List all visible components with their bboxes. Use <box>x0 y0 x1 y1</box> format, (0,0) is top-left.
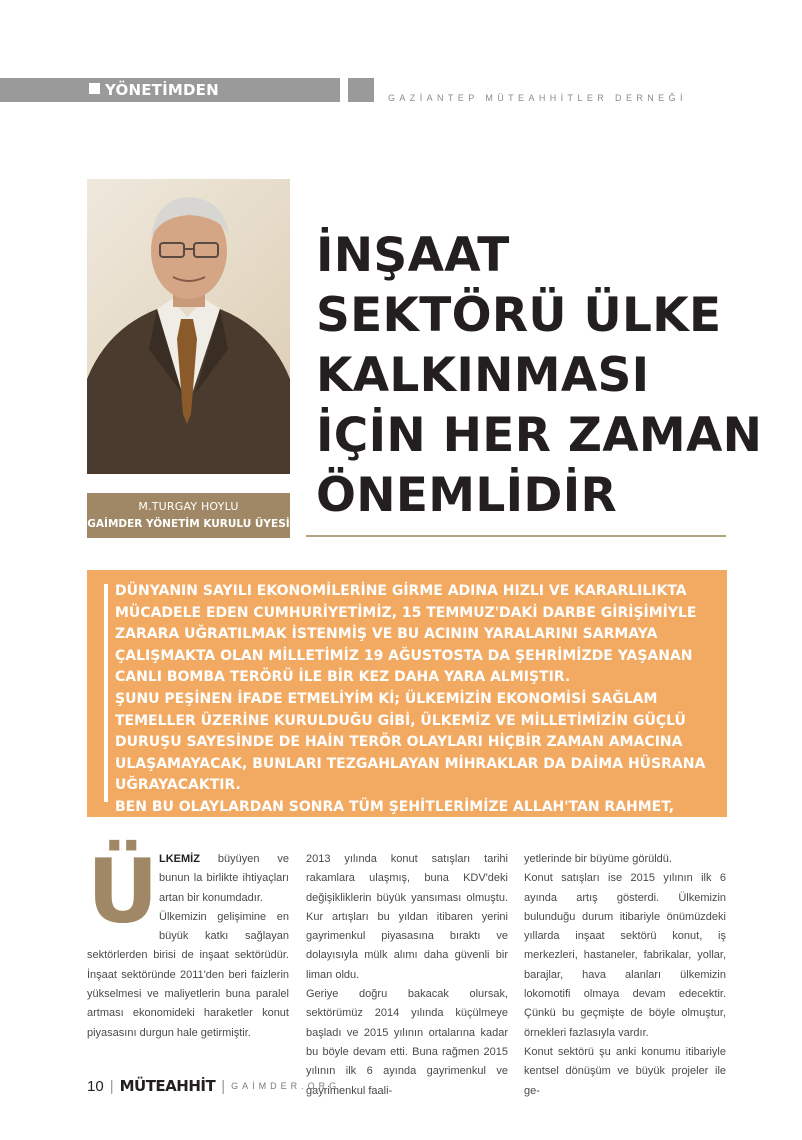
organization-name: GAZİANTEP MÜTEAHHİTLER DERNEĞİ <box>388 93 687 103</box>
headline-line: SEKTÖRÜ ÜLKE <box>316 288 722 343</box>
lead-accent-bar <box>104 584 108 802</box>
body-paragraph: Geriye doğru bakacak olursak, sektörümüz 2014 yılında küçülmeye başladı ve 2015 yılının ortalarına kadar bu böyle devam etti. Buna rağmen 2015 yılının ilk 6 ayında gayrimenkul ve gayrimenkul faali- <box>306 988 508 1097</box>
lead-word: LKEMİZ <box>159 853 200 865</box>
article-headline <box>316 226 763 526</box>
headline-line: İÇİN HER ZAMAN <box>316 408 763 463</box>
author-title: GAİMDER YÖNETİM KURULU ÜYESİ <box>87 518 290 530</box>
page-number: 10 <box>87 1078 104 1095</box>
body-paragraph: Konut satışları ise 2015 yılının ilk 6 ayında artış gösterdi. Ülkemizin bulunduğu durum itibariyle önümüzdeki yıllarda inşaat sektörü konut, iş merkezleri, hastaneler, fabrikalar, yollar, barajlar, hava alanları ülkemizin lokomotifi olmaya devam edecektir. Çünkü bu geçmişte de böyle olmuştur, örnekleri fazlasıyla vardır. <box>524 872 726 1039</box>
portrait-illustration <box>87 179 290 474</box>
header-square-icon <box>89 83 100 94</box>
author-caption <box>87 493 290 538</box>
body-paragraph: Ülkemizin gelişimine en büyük katkı sağlayan sektörlerden birisi de inşaat sektörüdür. İnşaat sektöründe 2011'den beri faizlerin yükselmesi ve maliyetlerin buna paralel artması ekonomideki haraketler konut piyasasını durgun hale getirmiştir. <box>87 910 289 1039</box>
lead-paragraph: ŞUNU PEŞİNEN İFADE ETMELİYİM Kİ; ÜLKEMİZİN EKONOMİSİ SAĞLAM TEMELLER ÜZERİNE KURULDUĞU GİBİ, ÜLKEMİZ VE MİLLETİMİZİN GÜÇLÜ DURUŞU SAYESİNDE DE HAİN TERÖR OLAYLARI HİÇBİR ZAMAN AMACINA ULAŞAMAYACAK, BUNLARI TEZGAHLAYAN MİHRAKLAR DA DAİMA HÜSRANA UĞRAYACAKTIR. <box>115 690 706 794</box>
body-paragraph: Konut sektörü şu anki konumu itibariyle kentsel dönüşüm ve büyük projeler ile ge- <box>524 1045 726 1097</box>
page-footer <box>87 1077 340 1095</box>
headline-line: KALKINMASI <box>316 348 650 403</box>
body-paragraph: yetlerinde bir büyüme görüldü. <box>524 853 672 865</box>
magazine-logo: MÜTEAHHİT <box>119 1077 216 1095</box>
section-label: YÖNETİMDEN <box>105 81 219 99</box>
lead-paragraph: DÜNYANIN SAYILI EKONOMİLERİNE GİRME ADINA HIZLI VE KARARLILIKTA MÜCADELE EDEN CUMHURİYETİMİZ, 15 TEMMUZ'DAKİ DARBE GİRİŞİMİYLE ZARARA UĞRATILMAK İSTENMİŞ VE BU ACININ YARALARINI SARMAYA ÇALIŞMAKTA OLAN MİLLETİMİZ 19 AĞUSTOSTA DA ŞEHRİMİZDE YAŞANAN CANLI BOMBA TERÖRÜ İLE BİR KEZ DAHA YARA ALMIŞTIR. <box>115 583 697 686</box>
body-paragraph: 2013 yılında konut satışları tarihi rakamlara ulaşmış, buna KDV'deki değişikliklerin büyük yansıması olmuştu. Kur artışları bu yıldan itibaren yerini gayrimenkul piyasasına bıraktı ve dolayısıyla mülk alımı daha güvenli bir liman oldu. <box>306 853 508 981</box>
lead-box <box>87 570 727 837</box>
lead-paragraph: BEN BU OLAYLARDAN SONRA TÜM ŞEHİTLERİMİZE ALLAH'TAN RAHMET, YARALILARA ŞİFA, AİLELERİNE DE SABIR DİLİYORUM. <box>115 798 675 837</box>
headline-divider <box>306 535 726 537</box>
lead-text <box>115 581 720 840</box>
headline-line: İNŞAAT <box>316 228 510 283</box>
website-link[interactable]: GAİMDER.ORG <box>231 1081 341 1091</box>
header-block <box>348 78 374 102</box>
body-column-1 <box>87 840 289 1043</box>
footer-separator: | <box>109 1078 114 1095</box>
body-text: büyüyen ve bunun la birlikte ihtiyaçları artan bir konumdadır. <box>159 853 289 904</box>
footer-separator: | <box>221 1078 226 1095</box>
body-column-2 <box>306 850 508 1101</box>
headline-line: ÖNEMLİDİR <box>316 468 617 523</box>
author-name: M.TURGAY HOYLU <box>138 500 239 513</box>
author-photo <box>87 179 290 474</box>
drop-cap: Ü <box>87 840 159 943</box>
body-column-3 <box>524 850 726 1101</box>
